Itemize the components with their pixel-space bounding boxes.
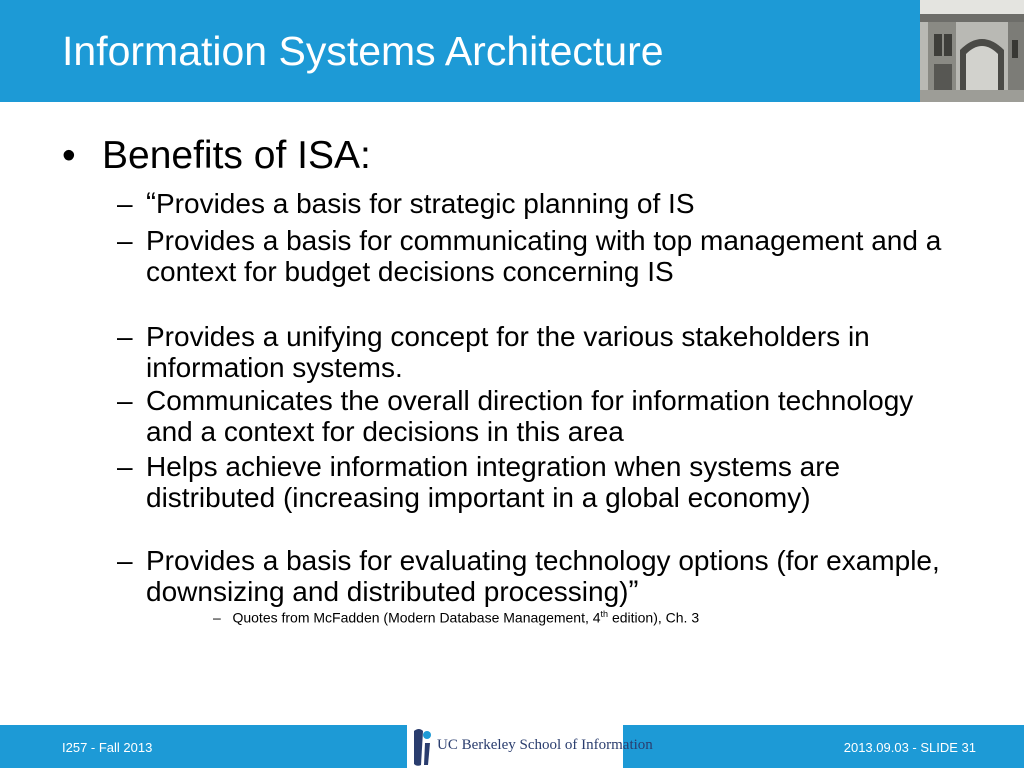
close-quote: ” — [628, 575, 639, 608]
item-text: Helps achieve information integration when systems are distributed (increasing important in a global economy) — [146, 451, 841, 513]
dash: – — [117, 545, 133, 576]
school-logo-text: UC Berkeley School of Information — [437, 737, 653, 753]
building-photo — [920, 0, 1024, 102]
dash: – — [117, 188, 133, 219]
citation-superscript: th — [600, 609, 609, 619]
dash: – — [117, 225, 133, 256]
dash: – — [117, 321, 133, 352]
slide-title: Information Systems Architecture — [62, 28, 664, 74]
citation-dash: – — [213, 609, 221, 626]
citation-text-end: edition), Ch. 3 — [608, 609, 700, 626]
dash: – — [117, 385, 133, 416]
dash: – — [117, 451, 133, 482]
item-text: Provides a basis for evaluating technology options (for example, downsizing and distributed processing) — [146, 545, 940, 607]
citation — [213, 609, 699, 626]
heading-text: Benefits of ISA: — [102, 134, 371, 177]
item-text: Provides a basis for communicating with top management and a context for budget decisions concerning IS — [146, 225, 942, 287]
course-label: I257 - Fall 2013 — [62, 740, 153, 755]
heading-bullet-row — [62, 134, 371, 178]
open-quote: “ — [146, 187, 156, 220]
item-text: Provides a basis for strategic planning of IS — [156, 188, 695, 219]
bullet: • — [62, 134, 76, 177]
citation-text: Quotes from McFadden (Modern Database Management, 4 — [232, 609, 601, 626]
slide-number: 2013.09.03 - SLIDE 31 — [843, 740, 976, 755]
item-text: Provides a unifying concept for the various stakeholders in information systems. — [146, 321, 870, 383]
item-text: Communicates the overall direction for information technology and a context for decisions in this area — [146, 385, 914, 447]
ischool-logo-icon — [411, 727, 433, 767]
